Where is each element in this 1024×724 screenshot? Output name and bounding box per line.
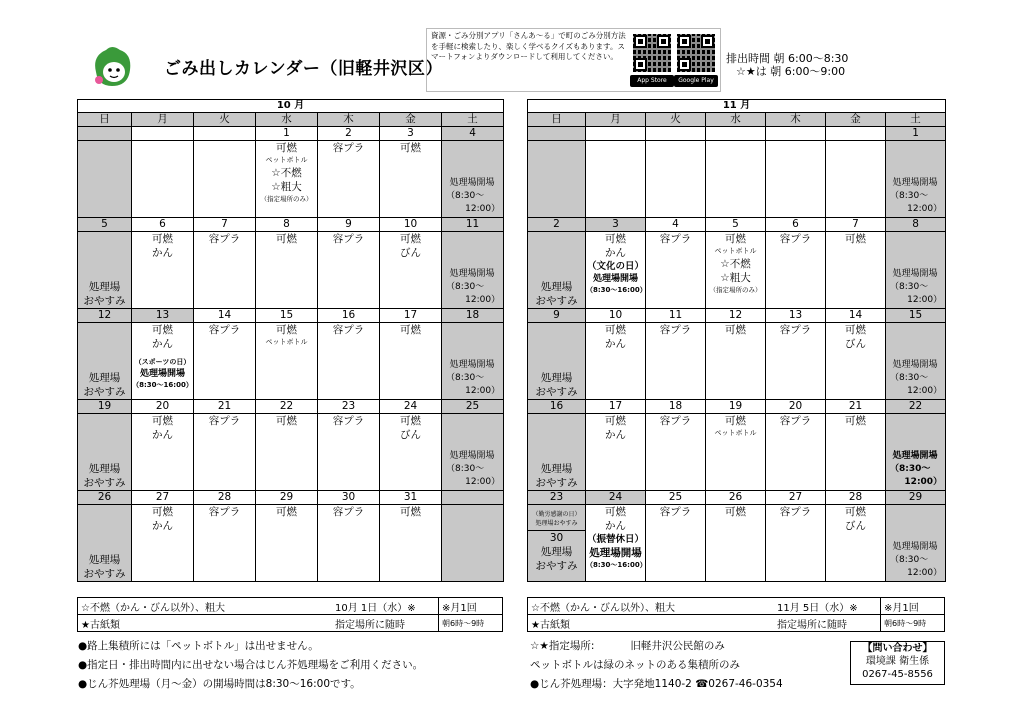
day-number: 19 <box>78 400 132 414</box>
day-number: 7 <box>194 218 256 232</box>
sun-closed: 処理場 おやすみ <box>535 281 578 307</box>
day-number: 23 <box>318 400 380 414</box>
item-funen: ☆不燃 <box>720 258 751 270</box>
note-funen-date: 11月 5日（水）※ <box>774 598 881 615</box>
day-number: 20 <box>766 400 826 414</box>
item-bin: びん <box>400 429 421 441</box>
item-kanen: 可燃 <box>845 233 866 245</box>
day-number: 2 <box>318 127 380 141</box>
item-kanen: 可燃 <box>152 506 173 518</box>
facility-closed: 処理場おやすみ <box>535 520 578 527</box>
day-number: 26 <box>78 491 132 505</box>
facility-open: 処理場開場 <box>139 369 185 379</box>
note-koshi-time: 朝6時〜9時 <box>881 615 945 632</box>
holiday-label: （振替休日） <box>586 534 644 545</box>
october-month-header: 10 月 <box>78 100 504 113</box>
footer-note-3: ●じん芥処理場（月〜金）の開場時間は8:30〜16:00です。 <box>78 678 361 690</box>
day-number: 2 <box>528 218 586 232</box>
weekday-fri: 金 <box>826 113 886 127</box>
item-kan: かん <box>605 520 626 532</box>
item-kan: かん <box>605 247 626 259</box>
note-funen-label: ☆不燃（かん・びん以外）、粗大 <box>78 598 333 615</box>
item-kanen: 可燃 <box>725 324 746 336</box>
day-number: 25 <box>442 400 504 414</box>
day-number: 16 <box>528 400 586 414</box>
note-funen-freq: ※月1回 <box>439 598 503 615</box>
note-koshi-label: ★古紙類 <box>528 615 775 632</box>
time-value-2: 6:00〜9:00 <box>784 65 846 78</box>
day-number: 29 <box>256 491 318 505</box>
day-number: 11 <box>646 309 706 323</box>
contact-dept: 環境課 衛生係 <box>865 656 930 667</box>
google-play-badge[interactable]: Google Play <box>674 75 718 87</box>
item-shitei: （指定場所のみ） <box>260 195 313 203</box>
note-funen-label: ☆不燃（かん・びん以外）、粗大 <box>528 598 775 615</box>
day-number: 26 <box>706 491 766 505</box>
item-kanen: 可燃 <box>605 506 626 518</box>
item-yopura: 容プラ <box>332 142 365 154</box>
item-kanen: 可燃 <box>605 324 626 336</box>
day-number <box>706 127 766 141</box>
item-bin: びん <box>400 247 421 259</box>
weekday-tue: 火 <box>194 113 256 127</box>
item-funen: ☆不燃 <box>271 167 302 179</box>
day-number: 13 <box>132 309 194 323</box>
item-kanen: 可燃 <box>400 142 421 154</box>
item-pet: ペットボトル <box>265 338 308 346</box>
day-number: 13 <box>766 309 826 323</box>
day-number: 24 <box>586 491 646 505</box>
november-month-header: 11 月 <box>528 100 946 113</box>
day-number <box>646 127 706 141</box>
item-yopura: 容プラ <box>332 324 365 336</box>
item-yopura: 容プラ <box>332 233 365 245</box>
weekday-thu: 木 <box>318 113 380 127</box>
day-number: 1 <box>256 127 318 141</box>
november-notes <box>527 597 945 632</box>
day-number <box>586 127 646 141</box>
item-kanen: 可燃 <box>400 324 421 336</box>
day-number: 21 <box>826 400 886 414</box>
holiday-label: （スポーツの日） <box>134 358 191 366</box>
day-number: 10 <box>380 218 442 232</box>
facility-open-time: （8:30〜16:00） <box>132 381 193 389</box>
sun-closed: 処理場 おやすみ <box>83 281 126 307</box>
day-number: 18 <box>646 400 706 414</box>
day-23-30-split: （勤労感謝の日） 処理場おやすみ 30 処理場 おやすみ <box>528 505 585 581</box>
weekday-tue: 火 <box>646 113 706 127</box>
sat-open-hours: 処理場開場 （8:30〜 12:00） <box>446 178 501 214</box>
day-number: 29 <box>886 491 946 505</box>
day-number: 27 <box>766 491 826 505</box>
day-number: 23 <box>528 491 586 505</box>
day-number <box>826 127 886 141</box>
item-kan: かん <box>152 247 173 259</box>
day-number: 4 <box>646 218 706 232</box>
item-yopura: 容プラ <box>779 324 812 336</box>
facility-open-time: （8:30〜16:00） <box>586 286 647 294</box>
footer-note-1: ●路上集積所には「ペットボトル」は出せません。 <box>78 640 319 652</box>
day-number: 14 <box>826 309 886 323</box>
collection-times <box>726 52 848 78</box>
sun-closed: 処理場 おやすみ <box>83 554 126 580</box>
item-kanen: 可燃 <box>605 233 626 245</box>
item-kanen: 可燃 <box>400 233 421 245</box>
item-kanen: 可燃 <box>276 506 297 518</box>
day-number <box>766 127 826 141</box>
note-funen-freq: ※月1回 <box>881 598 945 615</box>
item-yopura: 容プラ <box>779 415 812 427</box>
day-number: 3 <box>380 127 442 141</box>
facility-address: ●じん芥処理場：大字発地1140-2 <box>530 678 692 690</box>
time-label-1: 排出時間 朝 <box>726 52 785 65</box>
footer-notes <box>78 637 423 694</box>
note-koshi-label: ★古紙類 <box>78 615 333 632</box>
day-number <box>442 491 504 505</box>
sat-open-hours: 処理場開場 （8:30〜 12:00） <box>890 542 943 578</box>
item-yopura: 容プラ <box>779 233 812 245</box>
time-label-2: ☆★は 朝 <box>736 65 782 78</box>
day-number: 7 <box>826 218 886 232</box>
item-kanen: 可燃 <box>605 415 626 427</box>
day-number: 6 <box>132 218 194 232</box>
qr-code-googleplay[interactable] <box>677 34 715 72</box>
sat-open-hours: 処理場開場 （8:30〜 12:00） <box>446 451 501 487</box>
contact-title: 【問い合わせ】 <box>862 643 933 654</box>
weekday-wed: 水 <box>256 113 318 127</box>
day-number: 3 <box>586 218 646 232</box>
day-number: 8 <box>256 218 318 232</box>
facility-open-time: （8:30〜16:00） <box>586 561 647 569</box>
day-number: 28 <box>826 491 886 505</box>
item-yopura: 容プラ <box>779 506 812 518</box>
day-number: 31 <box>380 491 442 505</box>
weekday-thu: 木 <box>766 113 826 127</box>
qr-code-appstore[interactable] <box>633 34 671 72</box>
item-kanen: 可燃 <box>276 142 297 154</box>
day-number: 20 <box>132 400 194 414</box>
item-yopura: 容プラ <box>659 324 692 336</box>
item-bin: びん <box>845 520 866 532</box>
october-calendar <box>77 99 504 582</box>
day-number: 16 <box>318 309 380 323</box>
mascot-logo <box>88 42 136 90</box>
app-notice-box <box>426 28 721 92</box>
time-value-1: 6:00〜8:30 <box>788 52 849 65</box>
weekday-wed: 水 <box>706 113 766 127</box>
item-kan: かん <box>605 429 626 441</box>
item-kanen: 可燃 <box>152 415 173 427</box>
day-number: 22 <box>256 400 318 414</box>
facility-phone: ☎0267-46-0354 <box>695 678 783 690</box>
item-kanen: 可燃 <box>845 506 866 518</box>
item-shitei: （指定場所のみ） <box>709 286 762 294</box>
item-kan: かん <box>152 520 173 532</box>
sat-open-hours: 処理場開場 （8:30〜 12:00） <box>890 451 943 487</box>
sat-open-hours: 処理場開場 （8:30〜 12:00） <box>890 269 943 305</box>
holiday-label: （文化の日） <box>586 261 644 272</box>
item-kanen: 可燃 <box>276 415 297 427</box>
note-funen-date: 10月 1日（水）※ <box>332 598 439 615</box>
item-bin: びん <box>845 338 866 350</box>
day-number: 25 <box>646 491 706 505</box>
october-notes <box>77 597 503 632</box>
item-kanen: 可燃 <box>725 233 746 245</box>
item-yopura: 容プラ <box>208 506 241 518</box>
holiday-label: （勤労感謝の日） <box>532 511 581 518</box>
facility-open: 処理場開場 <box>589 547 642 559</box>
day-number: 5 <box>706 218 766 232</box>
item-kanen: 可燃 <box>276 324 297 336</box>
day-number: 4 <box>442 127 504 141</box>
day-number: 18 <box>442 309 504 323</box>
item-kanen: 可燃 <box>845 324 866 336</box>
item-sodai: ☆粗大 <box>271 181 302 193</box>
weekday-fri: 金 <box>380 113 442 127</box>
day-number: 28 <box>194 491 256 505</box>
day-number: 15 <box>256 309 318 323</box>
designated-place-label: ☆★指定場所: <box>530 640 595 652</box>
item-kanen: 可燃 <box>725 415 746 427</box>
item-kan: かん <box>605 338 626 350</box>
day-number: 14 <box>194 309 256 323</box>
day-number: 27 <box>132 491 194 505</box>
weekday-sat: 土 <box>442 113 504 127</box>
day-number: 1 <box>886 127 946 141</box>
item-kanen: 可燃 <box>725 506 746 518</box>
day-cell <box>256 141 317 217</box>
sun-closed: 処理場 おやすみ <box>535 463 578 489</box>
item-kan: かん <box>152 338 173 350</box>
item-kanen: 可燃 <box>152 233 173 245</box>
contact-box <box>850 641 945 685</box>
item-kanen: 可燃 <box>400 506 421 518</box>
item-kanen: 可燃 <box>845 415 866 427</box>
day-number: 19 <box>706 400 766 414</box>
item-sodai: ☆粗大 <box>720 272 751 284</box>
day-number: 17 <box>586 400 646 414</box>
footer-info <box>530 637 783 694</box>
item-yopura: 容プラ <box>332 506 365 518</box>
item-pet: ペットボトル <box>714 247 757 255</box>
day-number: 12 <box>78 309 132 323</box>
item-kanen: 可燃 <box>276 233 297 245</box>
weekday-sat: 土 <box>886 113 946 127</box>
item-yopura: 容プラ <box>208 324 241 336</box>
item-kanen: 可燃 <box>152 324 173 336</box>
note-koshi-place: 指定場所に随時 <box>332 615 439 632</box>
app-store-badge[interactable]: App Store <box>630 75 674 87</box>
item-pet: ペットボトル <box>265 156 308 164</box>
pet-bottle-note: ペットボトルは緑のネットのある集積所のみ <box>530 659 740 671</box>
item-yopura: 容プラ <box>332 415 365 427</box>
contact-phone: 0267-45-8556 <box>862 669 933 680</box>
footer-note-2: ●指定日・排出時間内に出せない場合はじん芥処理場をご利用ください。 <box>78 659 424 671</box>
sun-closed: 処理場 おやすみ <box>535 372 578 398</box>
day-number: 11 <box>442 218 504 232</box>
day-number <box>132 127 194 141</box>
item-yopura: 容プラ <box>208 415 241 427</box>
item-kanen: 可燃 <box>400 415 421 427</box>
note-koshi-place: 指定場所に随時 <box>774 615 881 632</box>
sat-open-hours: 処理場開場 （8:30〜 12:00） <box>890 360 943 396</box>
app-notice-text: 資源・ごみ分別アプリ「さんあ〜る」で町のごみ分別方法を手軽に検索したり、楽しく学べるクイズもあります。スマートフォンよりダウンロードして利用してください。 <box>431 31 626 61</box>
item-yopura: 容プラ <box>659 233 692 245</box>
day-number-30: 30 <box>549 532 564 544</box>
day-number <box>194 127 256 141</box>
day-number: 15 <box>886 309 946 323</box>
sun-closed: 処理場 おやすみ <box>83 372 126 398</box>
day-number <box>78 127 132 141</box>
note-koshi-time: 朝6時〜9時 <box>439 615 503 632</box>
item-yopura: 容プラ <box>659 415 692 427</box>
item-kan: かん <box>152 429 173 441</box>
page-title: ごみ出しカレンダー（旧軽井沢区） <box>164 59 443 79</box>
day-number: 24 <box>380 400 442 414</box>
day-number: 9 <box>528 309 586 323</box>
day-number: 12 <box>706 309 766 323</box>
designated-place-value: 旧軽井沢公民館のみ <box>630 640 725 652</box>
sat-open-hours: 処理場開場 （8:30〜 12:00） <box>890 178 943 214</box>
weekday-mon: 月 <box>132 113 194 127</box>
day-number: 17 <box>380 309 442 323</box>
weekday-sun: 日 <box>528 113 586 127</box>
november-calendar <box>527 99 946 582</box>
item-yopura: 容プラ <box>208 233 241 245</box>
weekday-mon: 月 <box>586 113 646 127</box>
day-number: 9 <box>318 218 380 232</box>
day-number: 5 <box>78 218 132 232</box>
day-number: 21 <box>194 400 256 414</box>
sun-closed: 処理場 おやすみ <box>83 463 126 489</box>
day-number: 10 <box>586 309 646 323</box>
day-number <box>528 127 586 141</box>
weekday-sun: 日 <box>78 113 132 127</box>
day-number: 30 <box>318 491 380 505</box>
item-yopura: 容プラ <box>659 506 692 518</box>
sat-open-hours: 処理場開場 （8:30〜 12:00） <box>446 269 501 305</box>
sat-open-hours: 処理場開場 （8:30〜 12:00） <box>446 360 501 396</box>
day-number: 8 <box>886 218 946 232</box>
item-pet: ペットボトル <box>714 429 757 437</box>
day-number: 6 <box>766 218 826 232</box>
facility-open: 処理場開場 <box>592 274 638 284</box>
day-number: 22 <box>886 400 946 414</box>
